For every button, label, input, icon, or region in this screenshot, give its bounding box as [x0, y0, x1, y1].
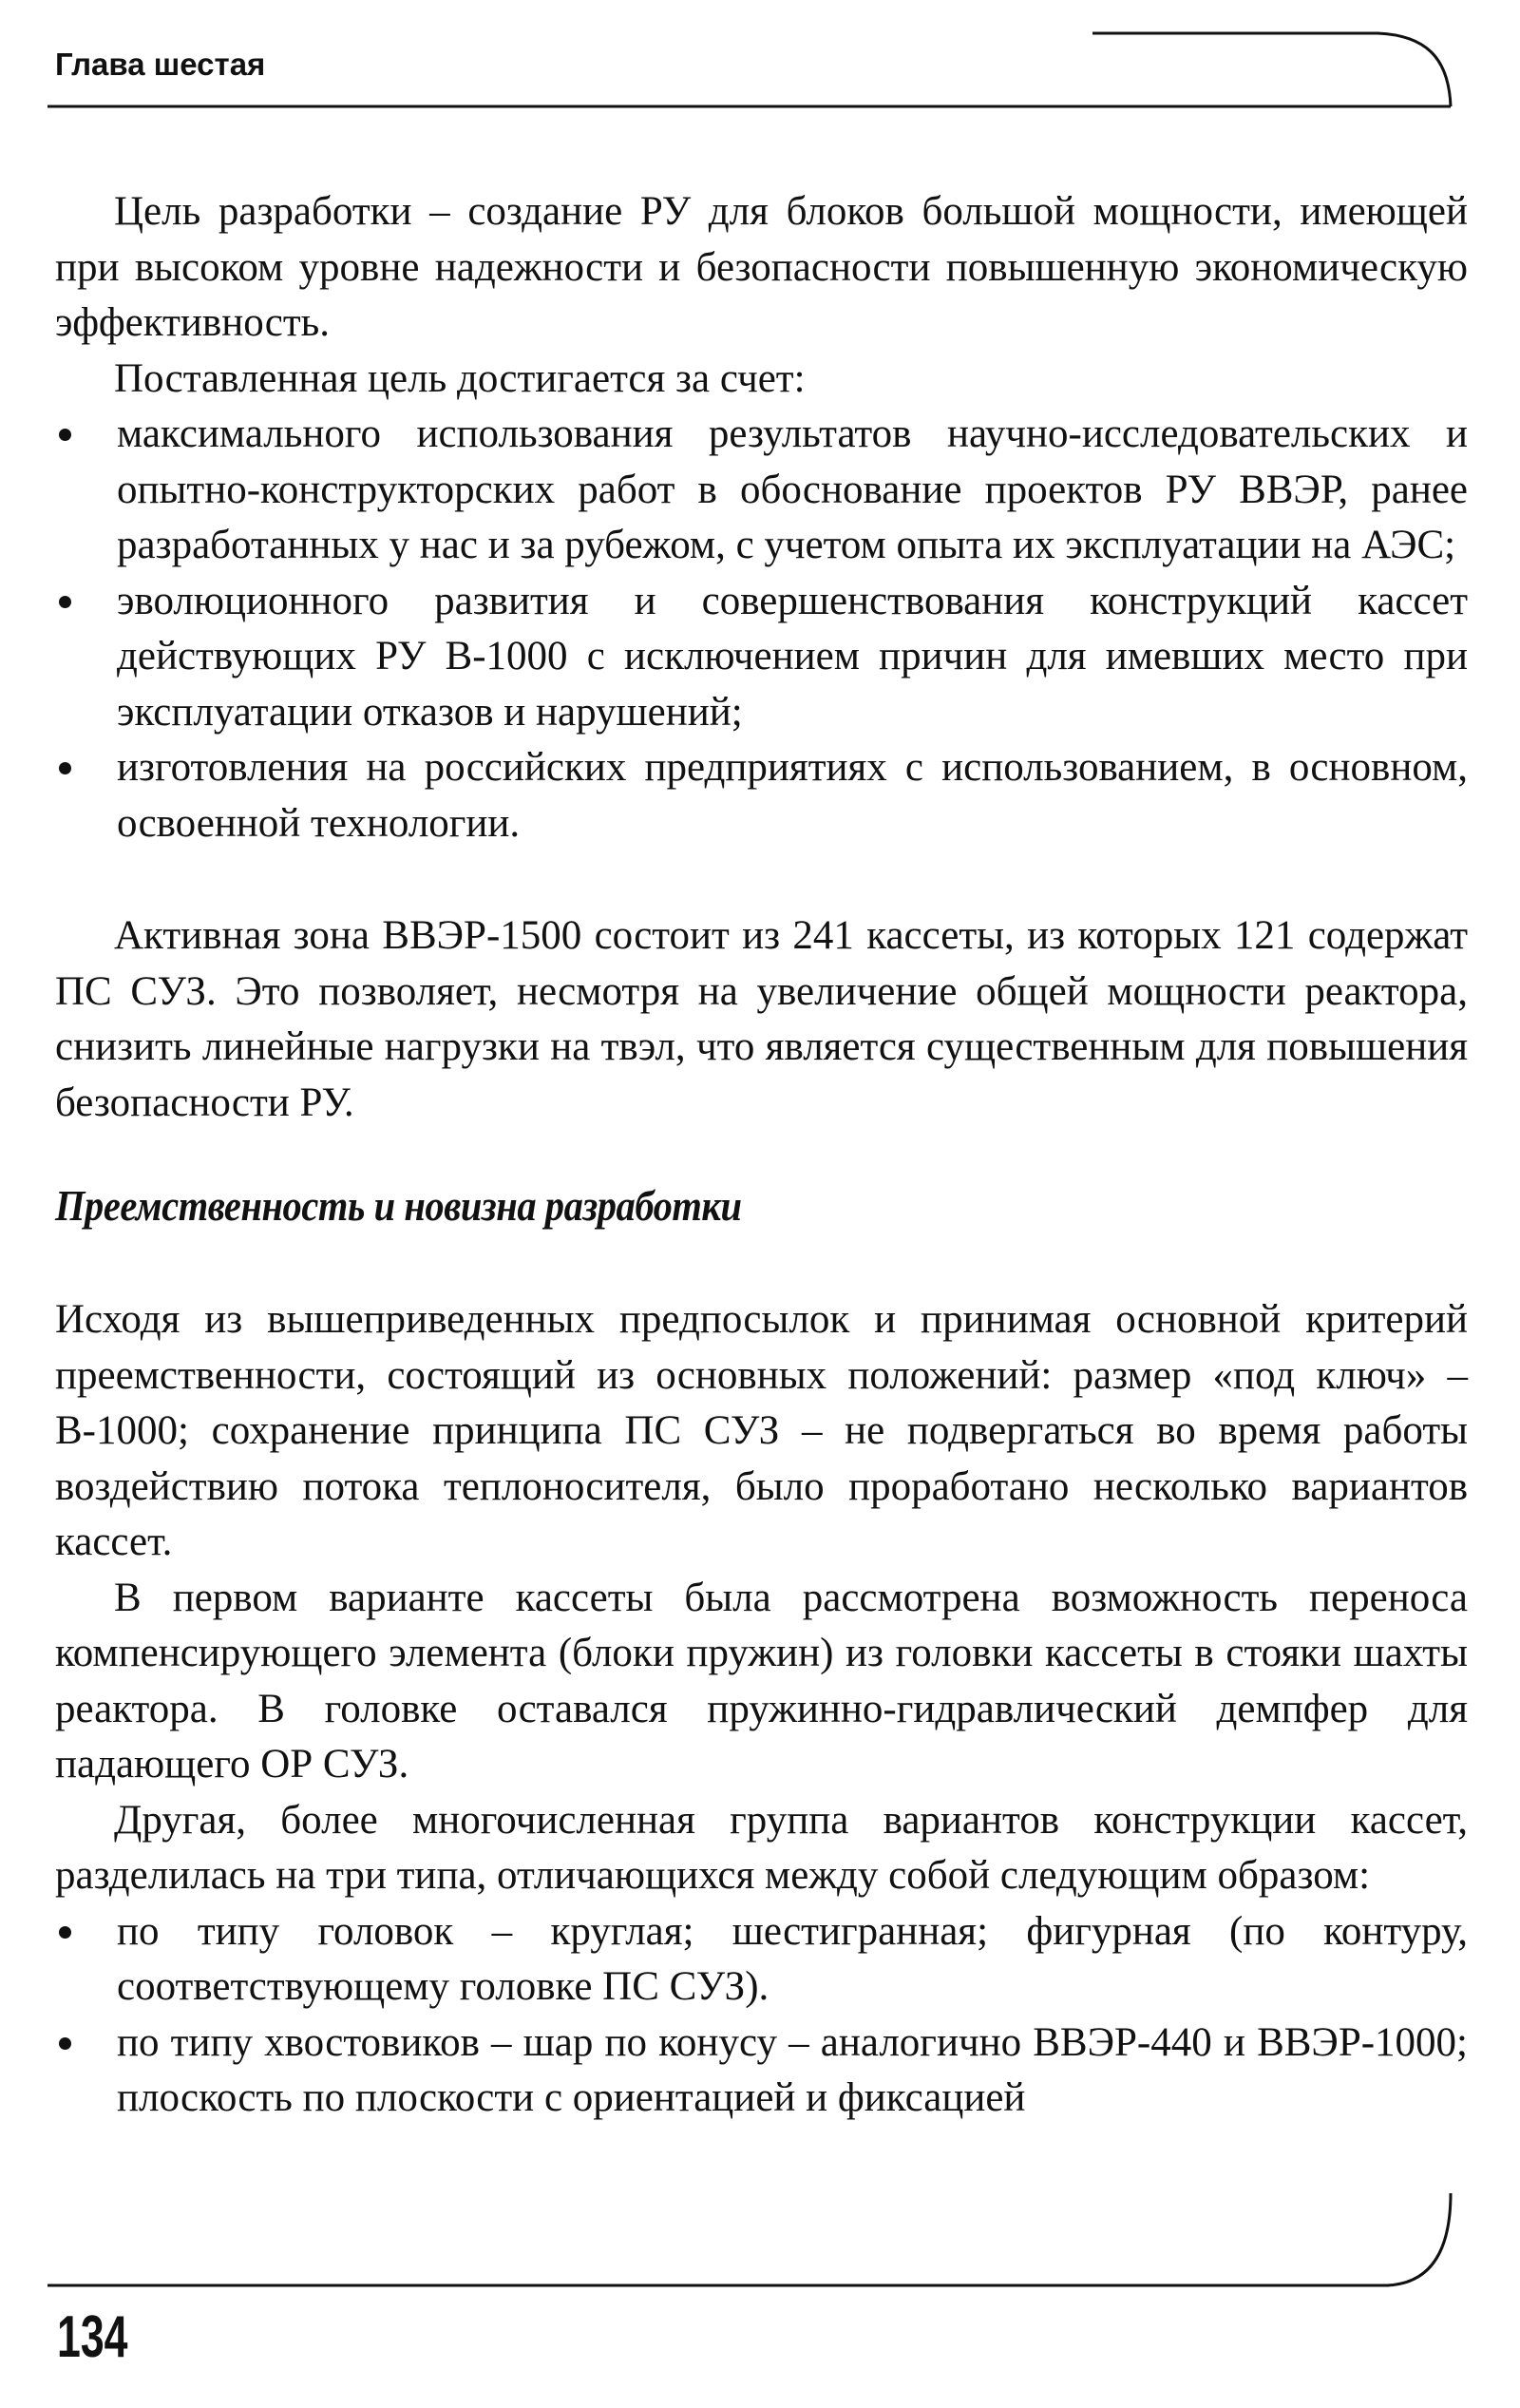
- paragraph-core: Активная зона ВВЭР-1500 состоит из 241 кассеты, из которых 121 содержат ПС СУЗ. Это позволяет, несмотря на увеличение общей мощности реактора, снизить линейные нагрузки на твэл, что является существенным для повышения безопасности РУ.: [55, 913, 1468, 1125]
- list-item: [55, 740, 1468, 851]
- paragraph-first-variant: В первом варианте кассеты была рассмотрена возможность переноса компенсирующего элемента (блоки пружин) из головки кассеты в стояки шахты реактора. В головке оставался пружинно-гидравлический демпфер для падающего ОР СУЗ.: [55, 1575, 1468, 1787]
- bullet-icon: [59, 762, 71, 774]
- paragraph-goal: Цель разработки – создание РУ для блоков большой мощности, имеющей при высоком уровне надежности и безопасности повышенную экономическую эффективность.: [55, 189, 1468, 345]
- types-bullet-list: [55, 1904, 1468, 2127]
- header-curve: [1378, 33, 1451, 106]
- bullet-icon: [59, 2037, 71, 2050]
- spacer: [55, 851, 1468, 908]
- page-number: 134: [57, 2304, 128, 2370]
- spacer: [55, 1131, 1468, 1178]
- list-item: [55, 2016, 1468, 2127]
- list-item-text: максимального использования результатов научно-исследовательских и опытно-конструкторских работ в обоснование проектов РУ ВВЭР, ранее разработанных у нас и за рубежом, с учетом опыта их эксплуатации на АЭС;: [117, 411, 1468, 567]
- list-item-text: эволюционного развития и совершенствования конструкций кассет действующих РУ В-1000 с исключением причин для имевших место при эксплуатации отказов и нарушений;: [117, 578, 1468, 735]
- list-item: [55, 574, 1468, 741]
- paragraph-achieved-by: Поставленная цель достигается за счет:: [114, 355, 806, 401]
- chapter-title: Глава шестая: [55, 47, 266, 82]
- section-heading: Преемственность и новизна разработки: [55, 1182, 742, 1230]
- page-body: [55, 184, 1468, 2127]
- list-item: [55, 1904, 1468, 2016]
- bullet-icon: [59, 1926, 71, 1939]
- bullet-icon: [59, 429, 71, 441]
- list-item-text: по типу хвостовиков – шар по конусу – аналогично ВВЭР-440 и ВВЭР-1000; плоскость по плоскости с ориентацией и фиксацией: [117, 2019, 1468, 2120]
- list-item-text: по типу головок – круглая; шестигранная; фигурная (по контуру, соответствующему головке ПС СУЗ).: [117, 1908, 1468, 2009]
- paragraph-criteria: Исходя из вышеприведенных предпосылок и принимая основной критерий преемственности, состоящий из основных положений: размер «под ключ» – В-1000; сохранение принципа ПС СУЗ – не подвергаться во время работы воздействию потока теплоносителя, было проработано несколько вариантов кассет.: [55, 1297, 1468, 1564]
- footer-curve: [1387, 2193, 1451, 2285]
- bullet-icon: [59, 596, 71, 608]
- paragraph-other-group: Другая, более многочисленная группа вариантов конструкции кассет, разделилась на три типа, отличающихся между собой следующим образом:: [55, 1797, 1468, 1898]
- list-item: [55, 407, 1468, 574]
- goal-bullet-list: [55, 407, 1468, 851]
- list-item-text: изготовления на российских предприятиях с использованием, в основном, освоенной технологии.: [117, 745, 1468, 846]
- spacer: [55, 1233, 1468, 1292]
